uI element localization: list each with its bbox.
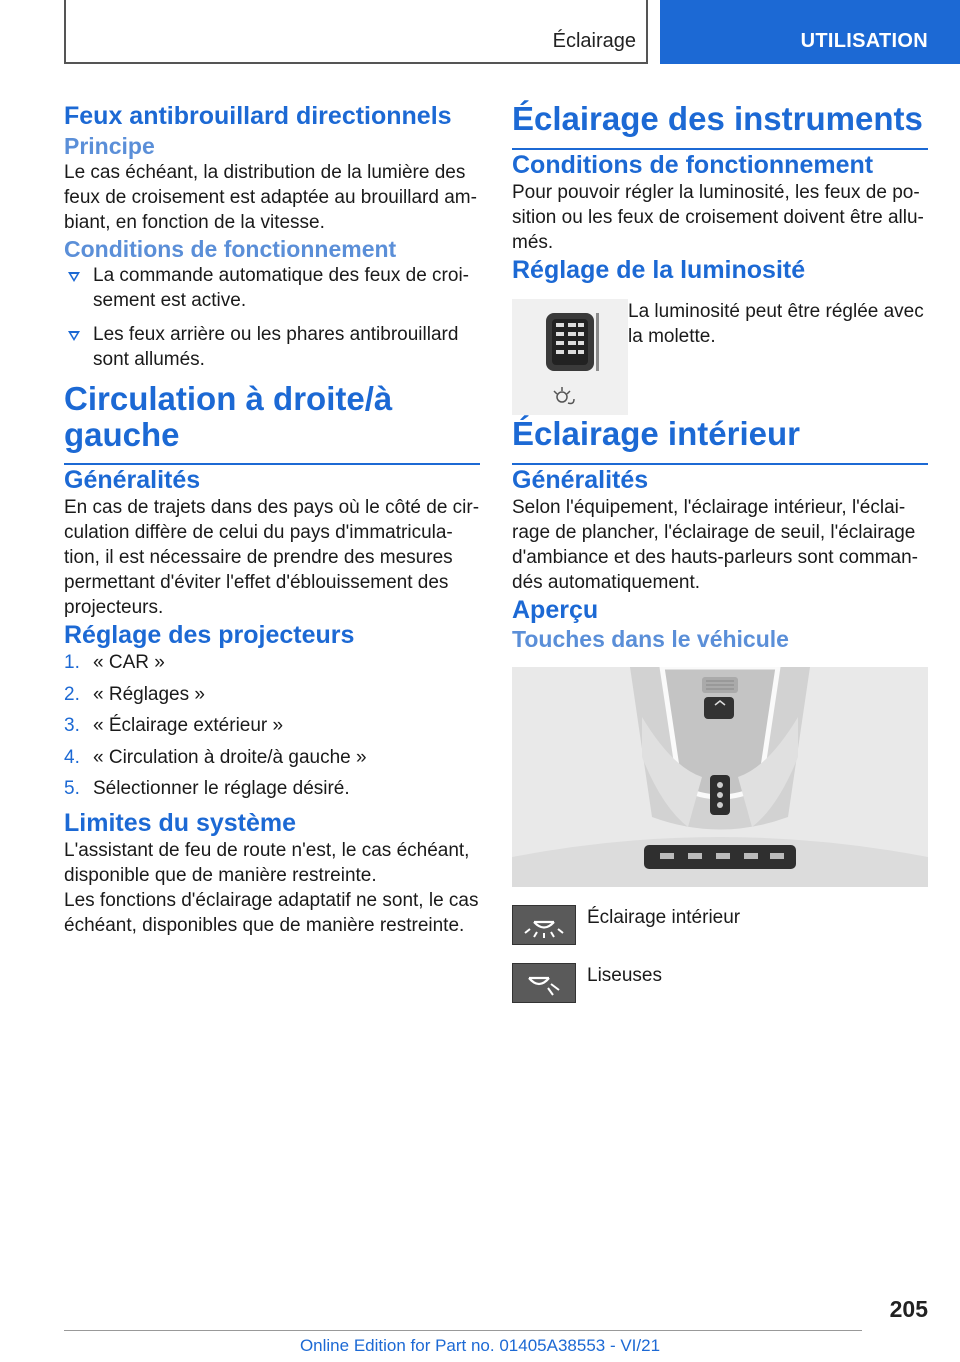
header-box bbox=[64, 0, 648, 64]
bullet-triangle-icon bbox=[68, 331, 80, 341]
general-text: En cas de trajets dans des pays où le côté de cir-culation diffère de celui du pays d'immatricula-tion, il est nécessaire de prendre des mesures permettant d'éviter l'effet d'éblouissement des projecteurs. bbox=[64, 497, 480, 618]
list-item: 1. « CAR » bbox=[64, 652, 165, 673]
list-item: 5. Sélectionner le réglage désiré. bbox=[64, 778, 350, 799]
instr-conditions-text: Pour pouvoir régler la luminosité, les feux de po-sition ou les feux de croisement doivent être allu-més. bbox=[512, 182, 924, 253]
interior-general-text: Selon l'équipement, l'éclairage intérieur, l'éclai-rage de plancher, l'éclairage de seuil, l'éclairage d'ambiance et des hauts-parleurs sont comman-dés automatiquement. bbox=[512, 497, 918, 593]
dimmer-wheel-icon bbox=[512, 299, 628, 415]
brightness-figure-row bbox=[512, 299, 928, 415]
list-item: La commande automatique des feux de croi-sement est active. bbox=[64, 263, 480, 313]
heading-vehicle-buttons: Touches dans le véhicule bbox=[512, 626, 789, 652]
section-tab[interactable]: UTILISATION bbox=[660, 0, 960, 64]
footer-edition: Online Edition for Part no. 01405A38553 - VI/21 bbox=[299, 1336, 661, 1355]
heading-interior-lighting: Éclairage intérieur bbox=[512, 415, 928, 465]
heading-instr-conditions: Conditions de fonctionnement bbox=[512, 151, 874, 179]
legend-row bbox=[512, 905, 928, 945]
conditions-list bbox=[64, 263, 480, 372]
heading-brightness: Réglage de la luminosité bbox=[512, 256, 806, 284]
overhead-console-image bbox=[512, 667, 928, 887]
reading-light-icon bbox=[512, 963, 576, 1003]
interior-light-icon bbox=[512, 905, 576, 945]
principle-text: Le cas échéant, la distribution de la lumière des feux de croisement est adaptée au brouillard am-biant, en fonction de la vitesse. bbox=[64, 162, 477, 233]
heading-instrument-lighting: Éclairage des instruments bbox=[512, 100, 928, 150]
legend-row bbox=[512, 963, 928, 1003]
heading-principle: Principe bbox=[64, 133, 155, 159]
heading-overview: Aperçu bbox=[512, 596, 599, 624]
heading-headlight-setting: Réglage des projecteurs bbox=[64, 621, 355, 649]
heading-fog-lights: Feux antibrouillard directionnels bbox=[64, 102, 452, 130]
page-number: 205 bbox=[889, 1296, 928, 1322]
list-item: 4. « Circulation à droite/à gauche » bbox=[64, 746, 367, 768]
limits-text-1: L'assistant de feu de route n'est, le cas échéant, disponible que de manière restreinte. bbox=[64, 839, 470, 886]
limits-text-2: Les fonctions d'éclairage adaptatif ne sont, le cas échéant, disponibles que de manière restreinte. bbox=[64, 889, 479, 936]
chapter-title: Éclairage bbox=[552, 30, 636, 52]
brightness-text: La luminosité peut être réglée avec la molette. bbox=[628, 301, 924, 347]
right-column bbox=[512, 100, 928, 1003]
heading-interior-general: Généralités bbox=[512, 466, 649, 494]
list-item: 3. « Éclairage extérieur » bbox=[64, 715, 284, 736]
bullet-triangle-icon bbox=[68, 272, 80, 282]
list-item: 2. « Réglages » bbox=[64, 683, 205, 705]
heading-limits: Limites du système bbox=[64, 808, 297, 837]
legend-reading-label: Liseuses bbox=[587, 965, 662, 986]
heading-traffic: Circulation à droite/à gauche bbox=[64, 381, 480, 465]
dimmer-wheel-image bbox=[512, 299, 628, 415]
heading-general: Généralités bbox=[64, 466, 201, 494]
footer-divider bbox=[64, 1330, 862, 1331]
steps-list bbox=[64, 650, 480, 801]
left-column bbox=[64, 100, 480, 938]
heading-conditions: Conditions de fonctionnement bbox=[64, 236, 397, 262]
legend-interior-label: Éclairage intérieur bbox=[587, 907, 741, 928]
list-item: Les feux arrière ou les phares antibrouillard sont allumés. bbox=[64, 322, 480, 372]
